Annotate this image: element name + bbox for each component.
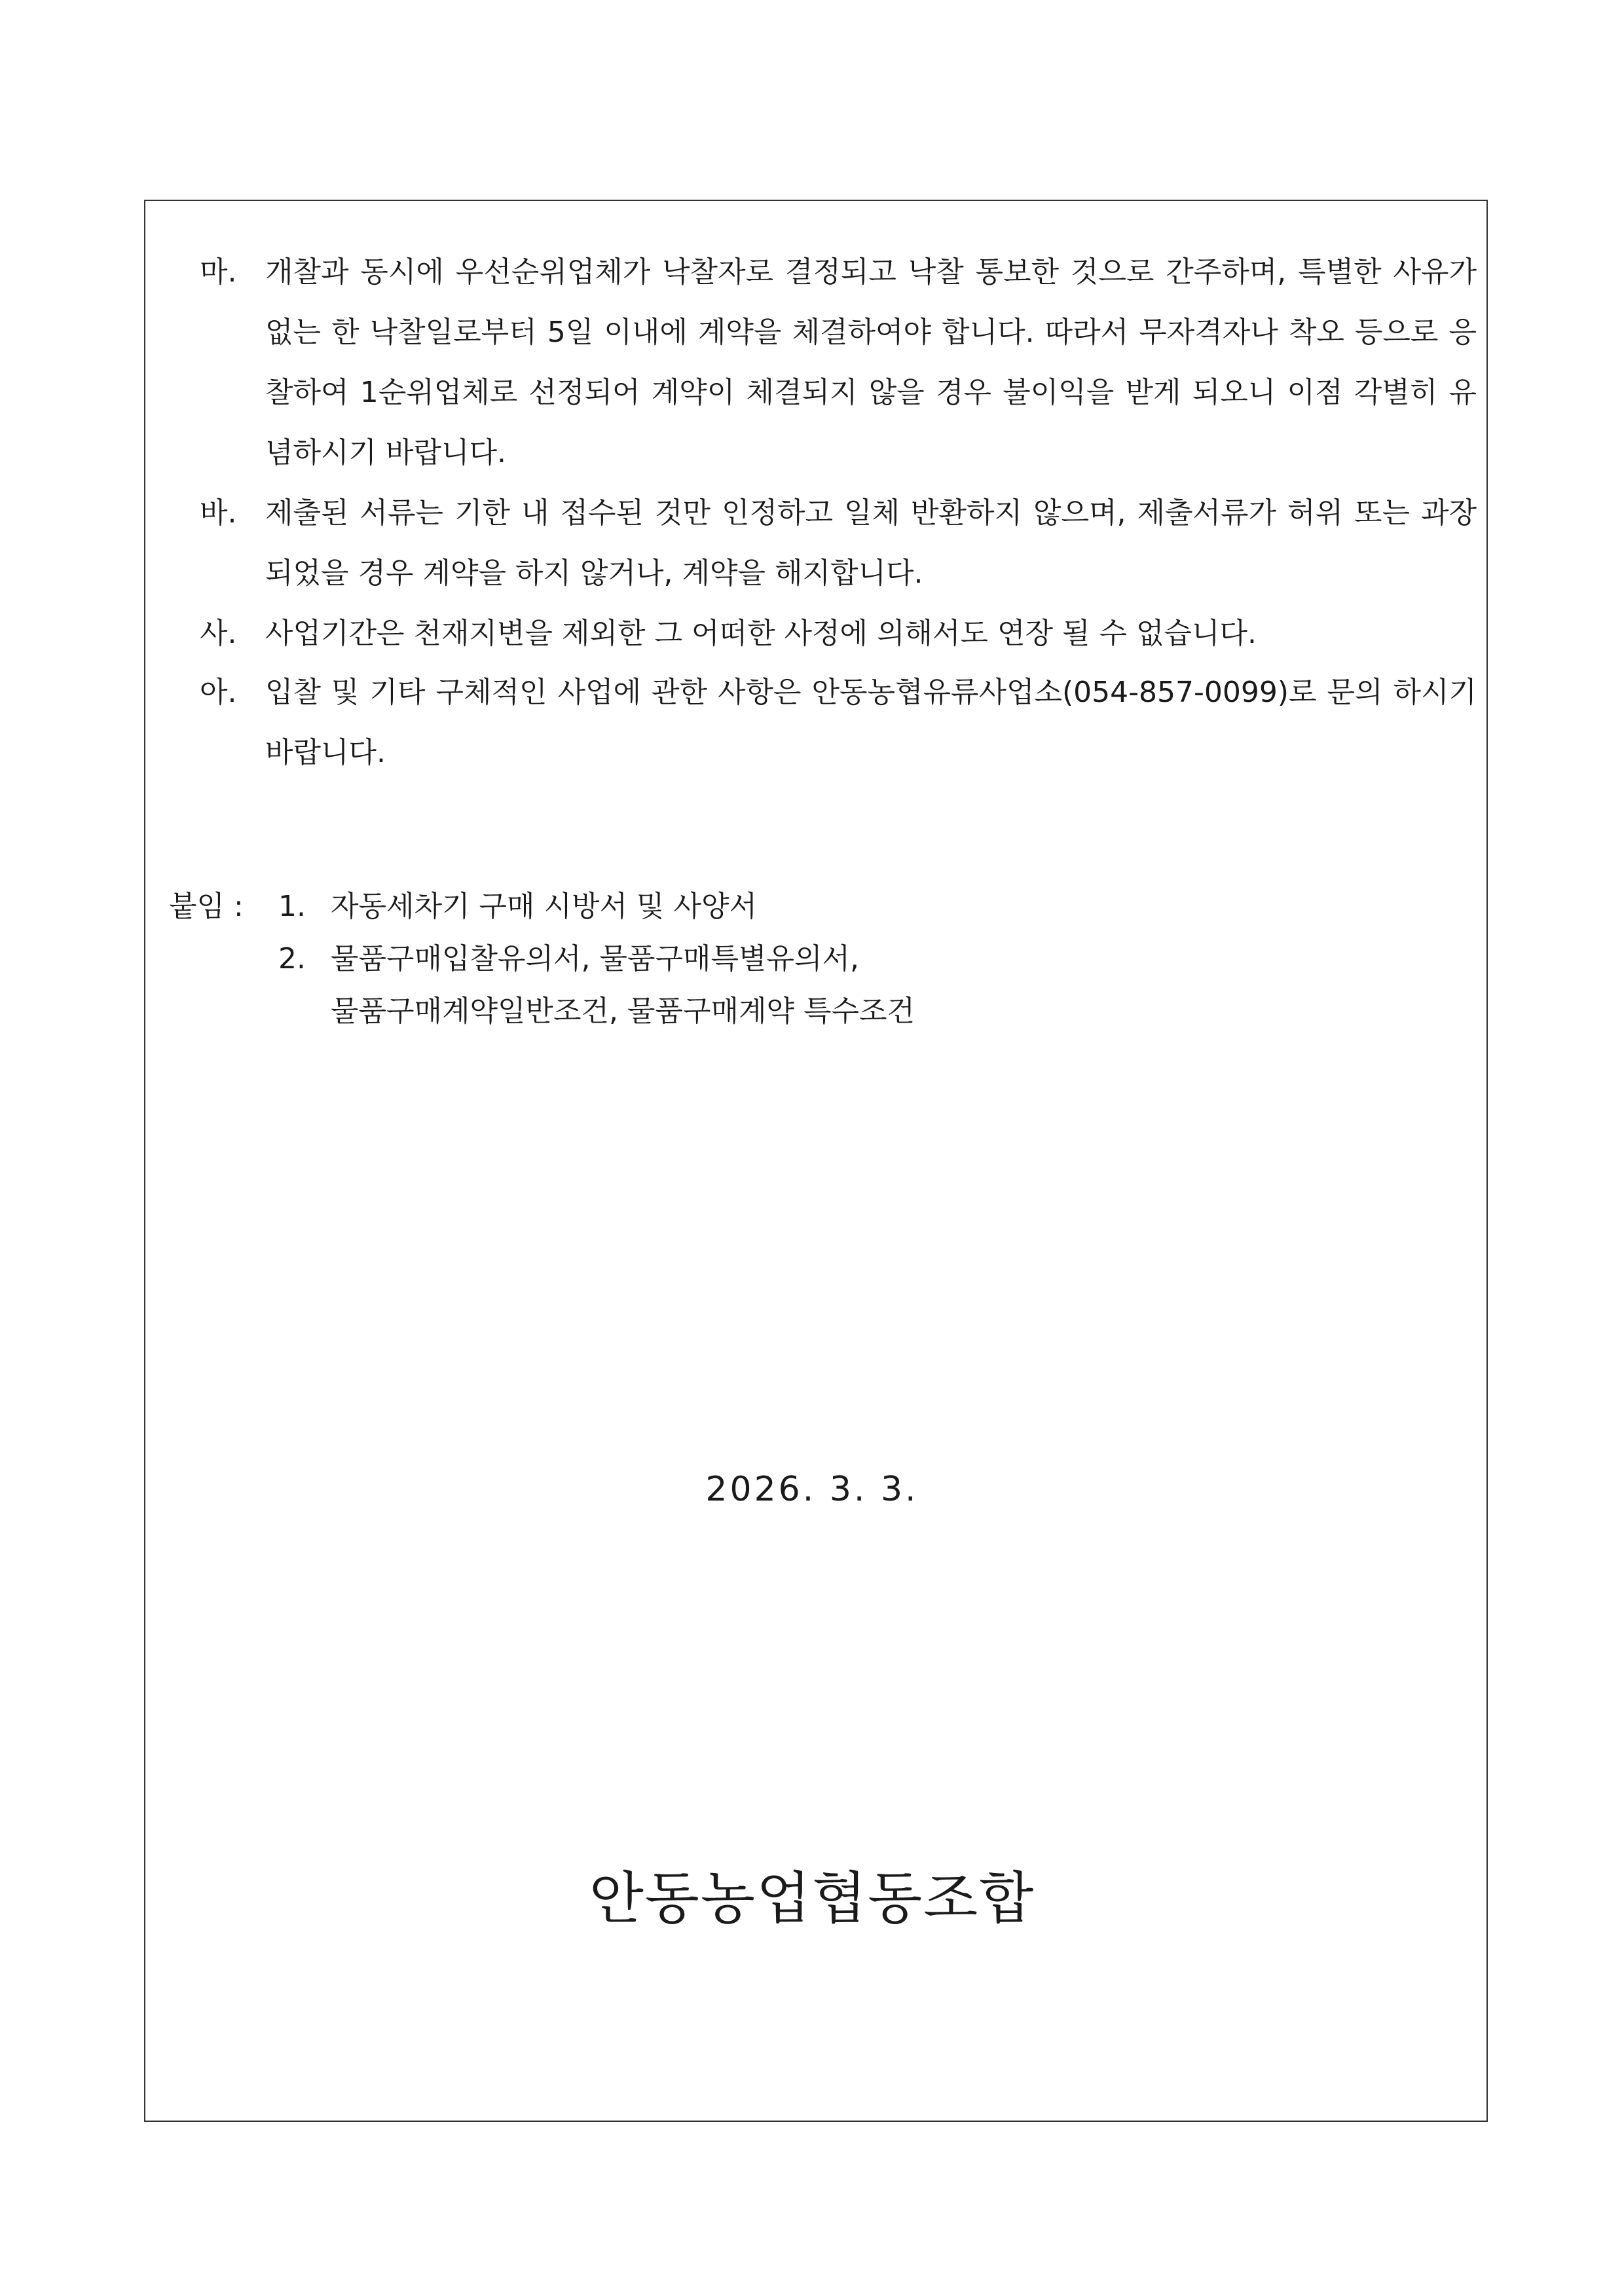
clause-marker: 마. <box>200 255 237 289</box>
clause-text: 개찰과 동시에 우선순위업체가 낙찰자로 결정되고 낙찰 통보한 것으로 간주하며, 특별한 사유가 없는 한 낙찰일로부터 5일 이내에 계약을 체결하여야 합니다. 따라서 무자격자나 착오 등으로 응찰하여 1순위업체로 선정되어 계약이 체결되지 않을 경우 불이익을 받게 되오니 이점 각별히 유념하시기 바랍니다. <box>265 255 1477 469</box>
clause-marker: 사. <box>200 617 237 650</box>
attachment-number: 2. <box>278 942 306 975</box>
clause-sa <box>200 604 1477 664</box>
clause-marker: 바. <box>200 496 237 530</box>
attachment-item-continuation: 물품구매계약일반조건, 물품구매계약 특수조건 <box>331 994 915 1028</box>
clause-ba <box>200 483 1477 604</box>
attachment-number: 1. <box>278 890 306 923</box>
clause-text: 사업기간은 천재지변을 제외한 그 어떠한 사정에 의해서도 연장 될 수 없습니다. <box>265 617 1257 650</box>
clause-marker: 아. <box>200 676 237 709</box>
clause-ma <box>200 242 1477 483</box>
clause-a <box>200 663 1477 783</box>
clause-text: 입찰 및 기타 구체적인 사업에 관한 사항은 안동농협유류사업소(054-857-0099)로 문의 하시기 바랍니다. <box>265 676 1477 769</box>
attachment-item: 자동세차기 구매 시방서 및 사양서 <box>331 890 757 923</box>
attachments-label: 붙임 : <box>169 890 244 923</box>
issuing-organization: 안동농업협동조합 <box>589 1866 1035 1931</box>
document-date: 2026. 3. 3. <box>705 1470 919 1509</box>
clause-text: 제출된 서류는 기한 내 접수된 것만 인정하고 일체 반환하지 않으며, 제출서류가 허위 또는 과장되었을 경우 계약을 하지 않거나, 계약을 해지합니다. <box>265 496 1477 590</box>
attachment-item: 물품구매입찰유의서, 물품구매특별유의서, <box>331 942 860 975</box>
